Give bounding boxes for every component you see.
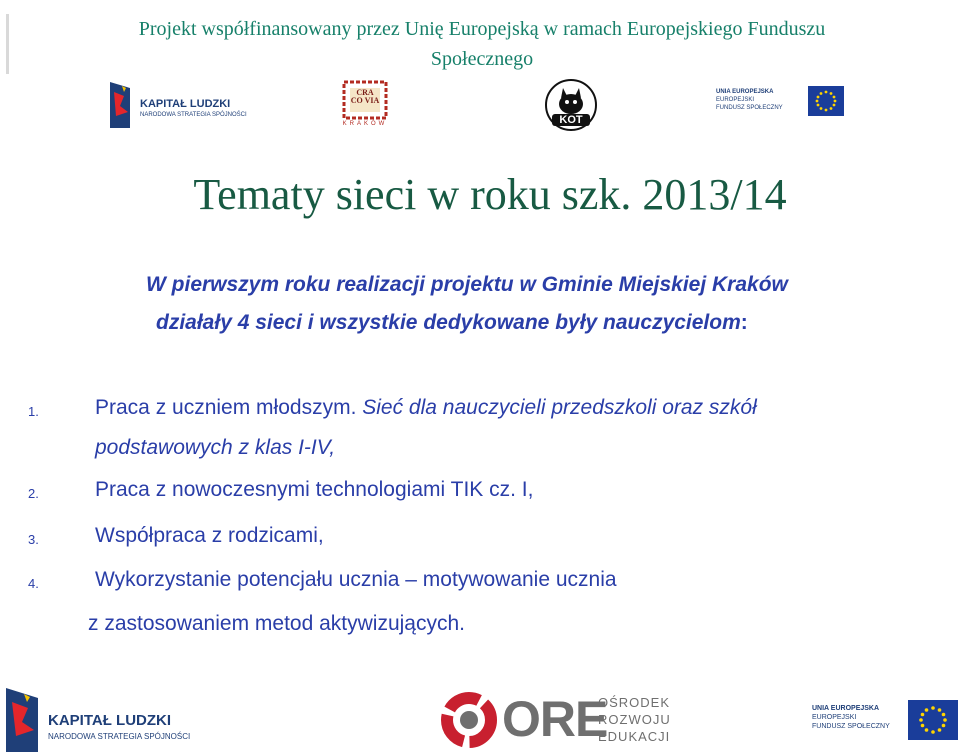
list-item-number: 2. <box>28 486 39 501</box>
kot-logo <box>542 78 600 132</box>
header-line-1: Projekt współfinansowany przez Unię Europejską w ramach Europejskiego Funduszu <box>138 18 826 40</box>
unia-europejska-logo <box>716 86 846 130</box>
ore-name <box>598 694 671 745</box>
list-item-text: Wykorzystanie potencjału ucznia – motywowanie ucznia <box>95 568 617 591</box>
list-item-continuation: z zastosowaniem metod aktywizujących. <box>88 612 465 635</box>
header-edge-rule <box>6 14 9 74</box>
cracovia-logo <box>342 80 388 130</box>
kapital-ludzki-logo <box>108 82 247 128</box>
list-item-number: 3. <box>28 532 39 547</box>
unia-text <box>716 88 804 112</box>
header-banner <box>0 0 960 76</box>
ore-line-3: EDUKACJI <box>598 729 671 744</box>
list-item-number: 1. <box>28 404 39 419</box>
footer-unia-line-2: EUROPEJSKI <box>812 714 857 721</box>
header-text <box>68 14 896 74</box>
cracovia-city: KRAKÓW <box>342 121 388 127</box>
footer-unia-text <box>812 704 904 731</box>
intro-line-2: działały 4 sieci i wszystkie dedykowane były nauczycielom: <box>156 311 748 334</box>
ore-logo <box>438 690 688 750</box>
list-item-text: Współpraca z rodzicami, <box>95 524 324 547</box>
list-item-number: 4. <box>28 576 39 591</box>
kot-label: KOT <box>559 114 583 126</box>
footer-unia-line-3: FUNDUSZ SPOŁECZNY <box>812 723 890 730</box>
list-item-continuation: podstawowych z klas I-IV, <box>95 436 336 459</box>
footer-kapital-ludzki-logo <box>4 688 191 752</box>
intro-text <box>130 266 930 342</box>
unia-line-3: FUNDUSZ SPOŁECZNY <box>716 105 783 111</box>
kapital-ludzki-title: KAPITAŁ LUDZKI <box>140 98 231 110</box>
footer-unia-europejska-logo <box>812 700 960 750</box>
list-item-text: Praca z nowoczesnymi technologiami TIK cz. I, <box>95 478 534 501</box>
eu-flag-icon <box>808 86 844 116</box>
kapital-ludzki-mark-icon <box>4 688 42 752</box>
intro-line-1: W pierwszym roku realizacji projektu w Gminie Miejskiej Kraków <box>146 273 788 296</box>
list-item-text: Praca z uczniem młodszym. Sieć dla nauczycieli przedszkoli oraz szkół <box>95 396 757 419</box>
kapital-ludzki-subtitle: NARODOWA STRATEGIA SPÓJNOŚCI <box>140 112 247 118</box>
unia-line-2: EUROPEJSKI <box>716 97 755 103</box>
ore-mark: ORE <box>502 691 608 747</box>
cracovia-label: CRA CO VIA <box>350 88 380 105</box>
kapital-ludzki-mark-icon <box>108 82 134 128</box>
ore-line-2: ROZWOJU <box>598 712 671 727</box>
footer-unia-line-1: UNIA EUROPEJSKA <box>812 705 880 712</box>
footer-kapital-ludzki-subtitle: NARODOWA STRATEGIA SPÓJNOŚCI <box>48 732 191 741</box>
header-line-2: Społecznego <box>430 48 534 70</box>
slide-title: Tematy sieci w roku szk. 2013/14 <box>193 170 787 219</box>
eu-flag-icon <box>908 700 958 740</box>
ore-line-1: OŚRODEK <box>598 695 671 710</box>
unia-line-1: UNIA EUROPEJSKA <box>716 89 774 95</box>
ore-ring-icon <box>438 692 500 748</box>
footer-kapital-ludzki-title: KAPITAŁ LUDZKI <box>48 712 172 729</box>
